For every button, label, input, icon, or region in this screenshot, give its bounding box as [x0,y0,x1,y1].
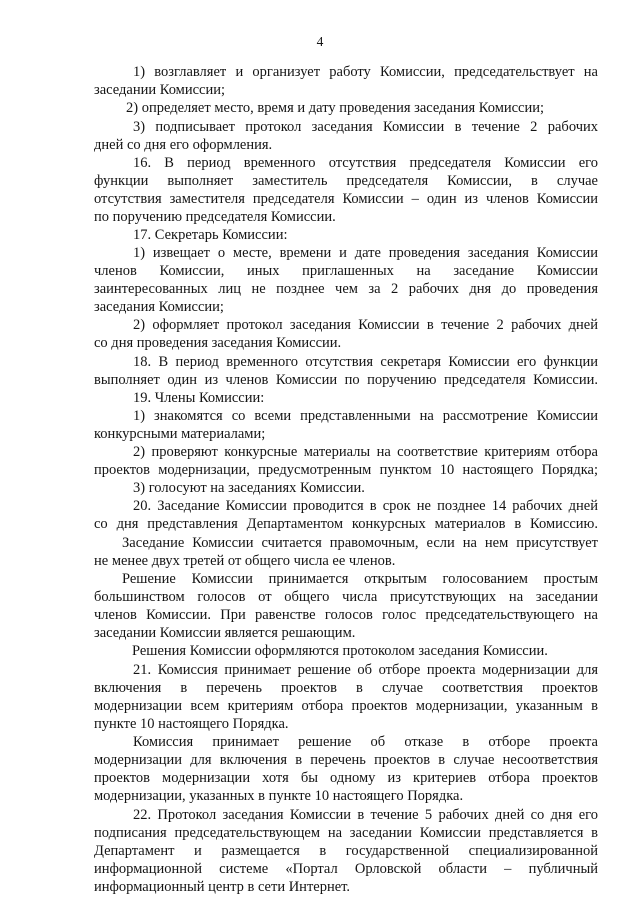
text-line: Решения Комиссии оформляются протоколом заседания Комиссии. [132,643,548,659]
text-line: заинтересованных лиц не позднее чем за 2 рабочих дня до проведения [94,281,598,297]
text-line: 21. Комиссия принимает решение об отборе проекта модернизации для [133,662,598,678]
text-line: со дня проведения заседания Комиссии. [94,335,342,351]
text-line: заседания Комиссии; [94,299,224,315]
text-line: заседании Комиссии; [94,82,226,98]
text-line: заседании Комиссии является решающим. [94,625,356,641]
text-line: 1) знакомятся со всеми представленными на рассмотрение Комиссии [133,408,598,424]
text-line: функции выполняет заместитель председателя Комиссии, в случае [94,173,598,189]
text-line: 3) подписывает протокол заседания Комиссии в течение 2 рабочих [133,119,598,135]
text-line: 20. Заседание Комиссии проводится в срок не позднее 14 рабочих дней [133,498,598,514]
text-line: пункте 10 настоящего Порядка. [94,716,289,732]
text-line: по поручению председателя Комиссии. [94,209,336,225]
text-line: 2) оформляет протокол заседания Комиссии в течение 2 рабочих дней [133,317,598,333]
text-line: 16. В период временного отсутствия председателя Комиссии его [133,155,598,171]
text-line: со дня представления Департаментом конкурсных материалов в Комиссию. [94,516,598,532]
text-line: не менее двух третей от общего числа ее членов. [94,553,396,569]
text-line: модернизации для включения в перечень проектов в случае несоответствия [94,752,598,768]
text-line: проектов модернизации, предусмотренным пунктом 10 настоящего Порядка; [94,462,598,478]
text-line: большинством голосов от общего числа присутствующих на заседании [94,589,598,605]
text-line: информационной системе «Портал Орловской области – публичный [94,861,598,877]
text-line: Комиссия принимает решение об отказе в отборе проекта [133,734,598,750]
text-line: 2) проверяют конкурсные материалы на соответствие критериям отбора [133,444,598,460]
text-line: выполняет один из членов Комиссии по поручению председателя Комиссии. [94,372,598,388]
page-number: 4 [316,34,324,49]
text-line: включения в перечень проектов в случае соответствия проектов [94,680,598,696]
text-line: членов Комиссии. При равенстве голосов голос председательствующего на [94,607,598,623]
text-line: отсутствия заместителя председателя Комиссии – один из членов Комиссии [94,191,598,207]
text-line: Решение Комиссии принимается открытым голосованием простым [122,571,598,587]
text-line: 1) возглавляет и организует работу Комиссии, председательствует на [133,64,598,80]
text-line: членов Комиссии, иных приглашенных на заседание Комиссии [94,263,598,279]
text-line: конкурсными материалами; [94,426,266,442]
text-line: 19. Члены Комиссии: [133,390,265,406]
text-line: подписания председательствующем на заседании Комиссии представляется в [94,825,598,841]
text-line: модернизации всем критериям отбора проектов модернизации, указанным в [94,698,598,714]
text-line: 3) голосуют на заседаниях Комиссии. [133,480,365,496]
text-line: проектов модернизации хотя бы одному из критериев отбора проектов [94,770,598,786]
text-line: модернизации, указанных в пункте 10 настоящего Порядка. [94,788,464,804]
text-line: 1) извещает о месте, времени и дате проведения заседания Комиссии [133,245,598,261]
text-line: 22. Протокол заседания Комиссии в течение 5 рабочих дней со дня его [133,807,598,823]
text-line: Департамент и размещается в государственной специализированной [94,843,598,859]
text-line: 18. В период временного отсутствия секретаря Комиссии его функции [133,354,598,370]
text-line: 17. Секретарь Комиссии: [133,227,288,243]
text-line: Заседание Комиссии считается правомочным, если на нем присутствует [122,535,598,551]
text-line: 2) определяет место, время и дату проведения заседания Комиссии; [126,100,545,116]
text-line: дней со дня его оформления. [94,137,273,153]
text-line: информационный центр в сети Интернет. [94,879,351,895]
